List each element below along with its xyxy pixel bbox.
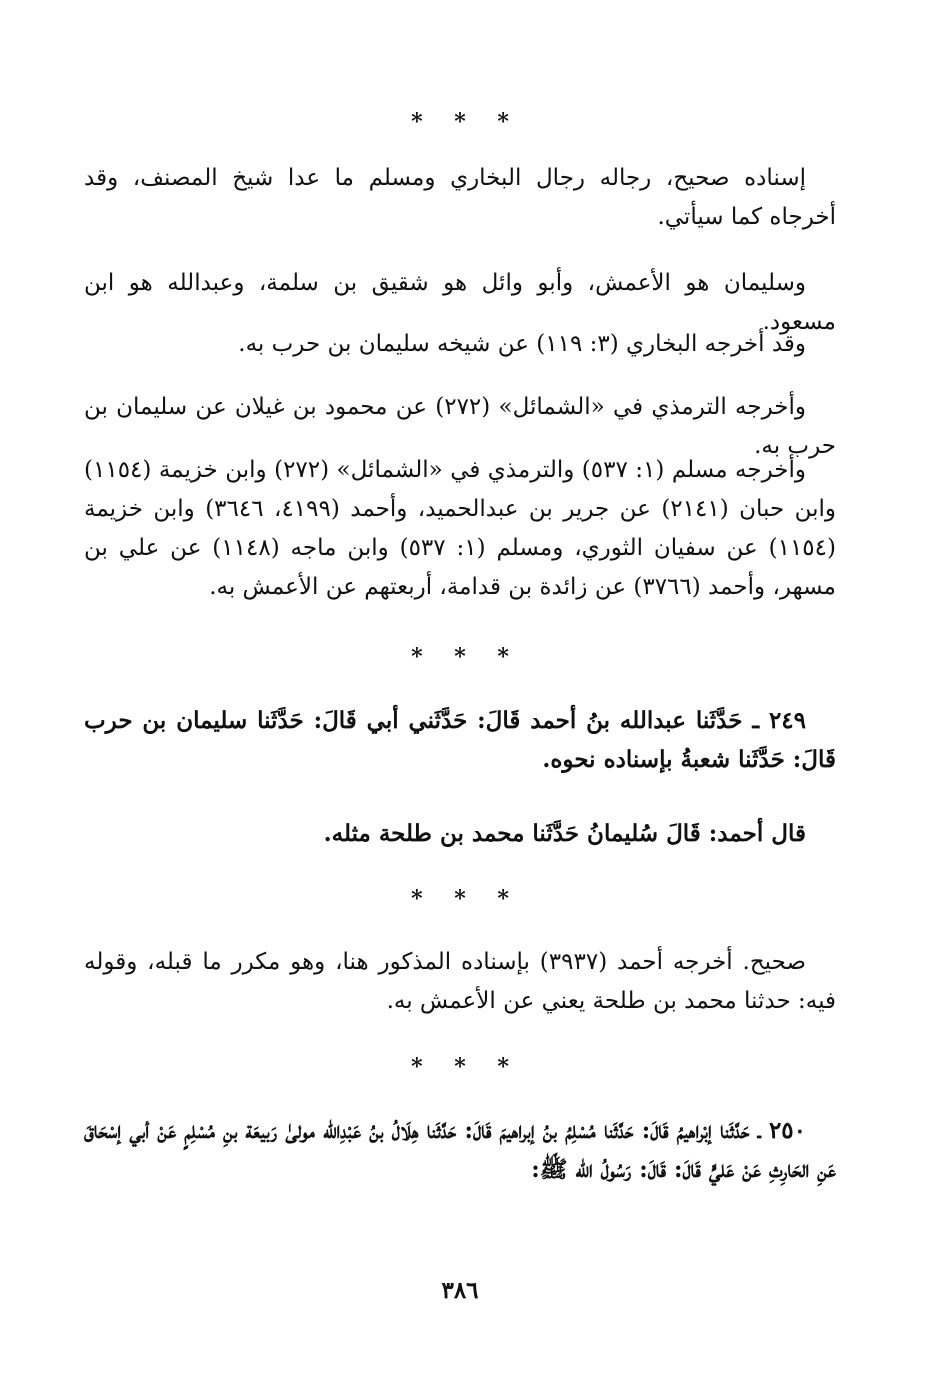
page-number: ٣٨٦ [441,1277,479,1304]
commentary-paragraph-4: وأخرجه الترمذي في «الشمائل» (٢٧٢) عن محمود بن غيلان عن سليمان بن حرب به. [84,394,836,459]
commentary-paragraph-1: إسناده صحيح، رجاله رجال البخاري ومسلم ما عدا شيخ المصنف، وقد أخرجاه كما سيأتي. [84,165,836,230]
commentary-paragraph-6: صحيح. أخرجه أحمد (٣٩٣٧) بإسناده المذكور هنا، وهو مكرر ما قبله، وقوله فيه: حدثنا محمد بن طلحة يعني عن الأعمش به. [84,949,836,1014]
commentary-paragraph-5: وأخرجه مسلم (١: ٥٣٧) والترمذي في «الشمائل» (٢٧٢) وابن خزيمة (١١٥٤) وابن حبان (٢١٤١) عن جرير بن عبدالحميد، وأحمد (٤١٩٩، ٣٦٤٦) وابن خزيمة (١١٥٤) عن سفيان الثوري، ومسلم (١: ٥٣٧) وابن ماجه (١١٤٨) عن علي بن مسهر، وأحمد (٣٧٦٦) عن زائدة بن قدامة، أربعتهم عن الأعمش به. [84,457,836,600]
commentary-paragraph-3: وقد أخرجه البخاري (٣: ١١٩) عن شيخه سليمان بن حرب به. [238,331,806,357]
book-page [84,0,836,1374]
section-separator-4: * * * [411,1054,509,1080]
hadith-249-text: ٢٤٩ ـ حَدَّثَنا عبدالله بنُ أحمد قَالَ: حَدَّثَني أبي قَالَ: حَدَّثَنا سليمان بن حرب قَالَ: حَدَّثَنا شعبةُ بإسناده نحوه. [84,707,836,773]
hadith-250-text: ٢٥٠ ـ حَدَّثَنا إبْراهيمُ قَالَ: حَدَّثَنا مُسْلِمُ بنُ إبراهيمَ قَالَ: حَدَّثَنا هِلَالُ بنُ عَبْدِالله مولىٰ رَبيعَة بنِ مُسْلِمٍ عَنْ أبي إسْحَاقَ عَنِ الحَارِثِ عَنْ عَليٍّ قَالَ: قَالَ: رَسُولُ الله ﷺ: [84,1117,836,1183]
section-separator-1: * * * [411,109,509,135]
section-separator-3: * * * [411,886,509,912]
commentary-paragraph-2: وسليمان هو الأعمش، وأبو وائل هو شقيق بن سلمة، وعبدالله هو ابن مسعود. [84,270,836,335]
hadith-249-note: قال أحمد: قَالَ سُليمانُ حَدَّثَنا محمد بن طلحة مثله. [323,820,806,847]
section-separator-2: * * * [411,644,509,670]
